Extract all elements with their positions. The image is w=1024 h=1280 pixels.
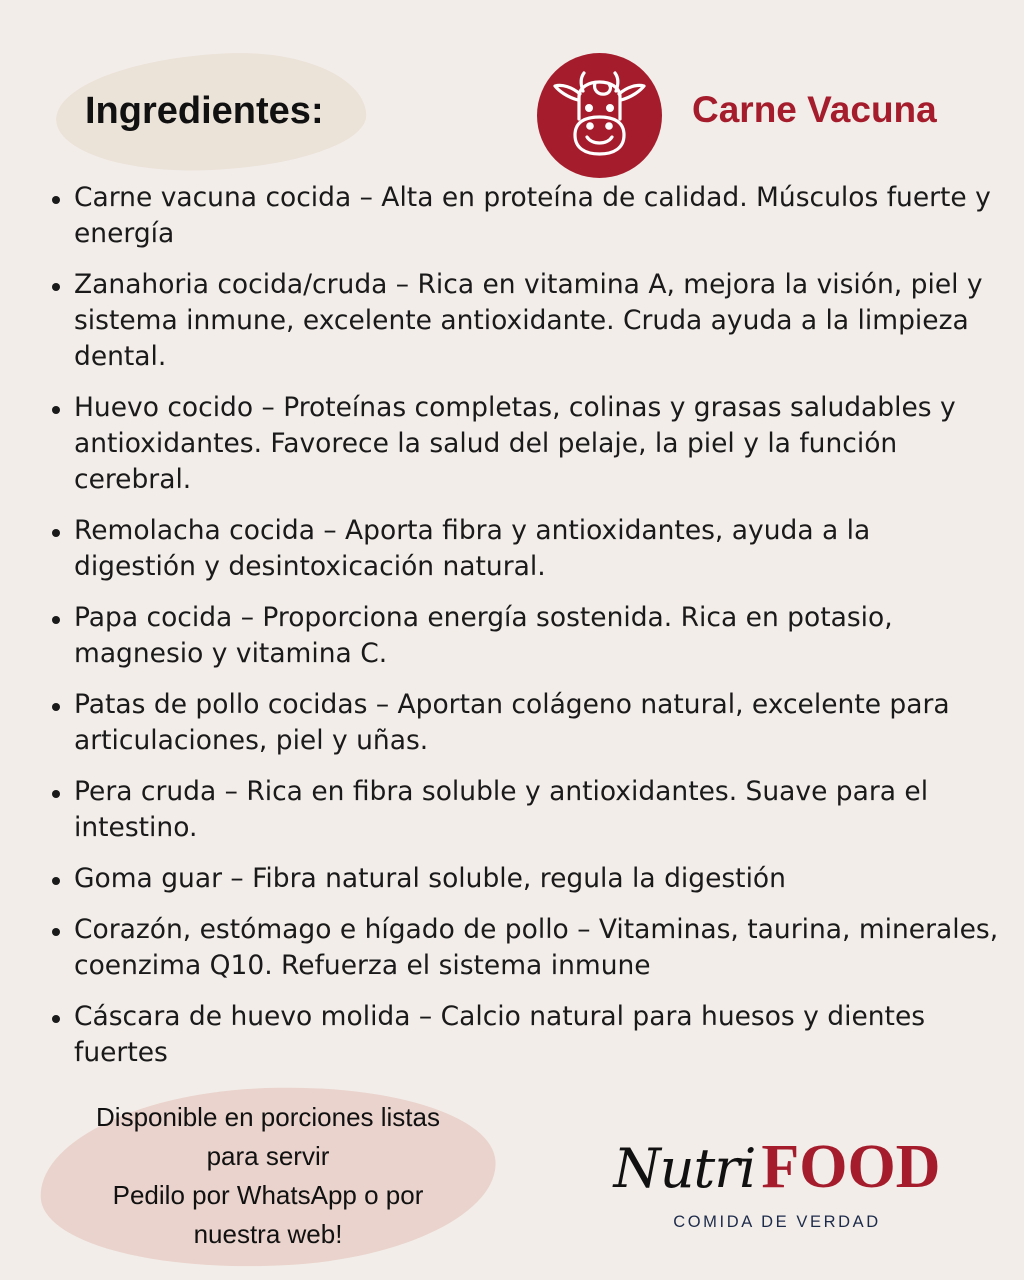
ingredients-list xyxy=(48,180,1000,1086)
product-name: Carne Vacuna xyxy=(692,89,937,130)
bullet-icon xyxy=(52,529,60,537)
ingredient-text: Cáscara de huevo molida – Calcio natural para huesos y dientes fuertes xyxy=(74,1001,926,1068)
brand-name xyxy=(612,1132,942,1217)
bullet-icon xyxy=(52,790,60,798)
bullet-icon xyxy=(52,283,60,291)
ingredient-item xyxy=(48,390,1000,498)
ingredient-item xyxy=(48,513,1000,585)
ingredient-text: Pera cruda – Rica en fibra soluble y antioxidantes. Suave para el intestino. xyxy=(74,776,929,843)
brand-name-food: FOOD xyxy=(761,1133,941,1201)
ingredient-item xyxy=(48,267,1000,375)
ingredient-item xyxy=(48,861,1000,897)
ingredient-item xyxy=(48,687,1000,759)
bullet-icon xyxy=(52,616,60,624)
ingredient-text: Huevo cocido – Proteínas completas, colinas y grasas saludables y antioxidantes. Favorece la salud del pelaje, la piel y la función cerebral. xyxy=(74,392,956,495)
order-message-line: Pedilo por WhatsApp o por xyxy=(112,1180,424,1210)
order-message xyxy=(48,1098,488,1254)
bullet-icon xyxy=(52,877,60,885)
ingredient-item xyxy=(48,180,1000,252)
ingredient-item xyxy=(48,774,1000,846)
bullet-icon xyxy=(52,928,60,936)
cow-icon-graphic xyxy=(537,53,662,178)
cow-icon xyxy=(537,53,662,178)
order-message-line: para servir xyxy=(206,1141,330,1171)
bullet-icon xyxy=(52,703,60,711)
ingredient-text: Remolacha cocida – Aporta fibra y antioxidantes, ayuda a la digestión y desintoxicación natural. xyxy=(74,515,871,582)
ingredient-item xyxy=(48,912,1000,984)
ingredient-item xyxy=(48,600,1000,672)
brand-logo xyxy=(612,1132,942,1232)
bullet-icon xyxy=(52,1015,60,1023)
ingredient-text: Carne vacuna cocida – Alta en proteína de calidad. Músculos fuerte y energía xyxy=(74,182,991,249)
ingredient-text: Corazón, estómago e hígado de pollo – Vitaminas, taurina, minerales, coenzima Q10. Refuerza el sistema inmune xyxy=(74,914,999,981)
order-message-line: Disponible en porciones listas xyxy=(96,1102,440,1132)
order-message-line: nuestra web! xyxy=(193,1219,343,1249)
page-title: Ingredientes: xyxy=(85,90,324,132)
brand-name-nutri: Nutri xyxy=(613,1137,756,1200)
ingredient-text: Patas de pollo cocidas – Aportan colágeno natural, excelente para articulaciones, piel y uñas. xyxy=(74,689,950,756)
ingredient-text: Goma guar – Fibra natural soluble, regula la digestión xyxy=(74,863,786,894)
bullet-icon xyxy=(52,406,60,414)
brand-tagline: COMIDA DE VERDAD xyxy=(673,1213,881,1231)
ingredient-text: Zanahoria cocida/cruda – Rica en vitamina A, mejora la visión, piel y sistema inmune, excelente antioxidante. Cruda ayuda a la limpieza dental. xyxy=(74,269,983,372)
bullet-icon xyxy=(52,196,60,204)
ingredient-text: Papa cocida – Proporciona energía sostenida. Rica en potasio, magnesio y vitamina C. xyxy=(74,602,893,669)
ingredient-item xyxy=(48,999,1000,1071)
